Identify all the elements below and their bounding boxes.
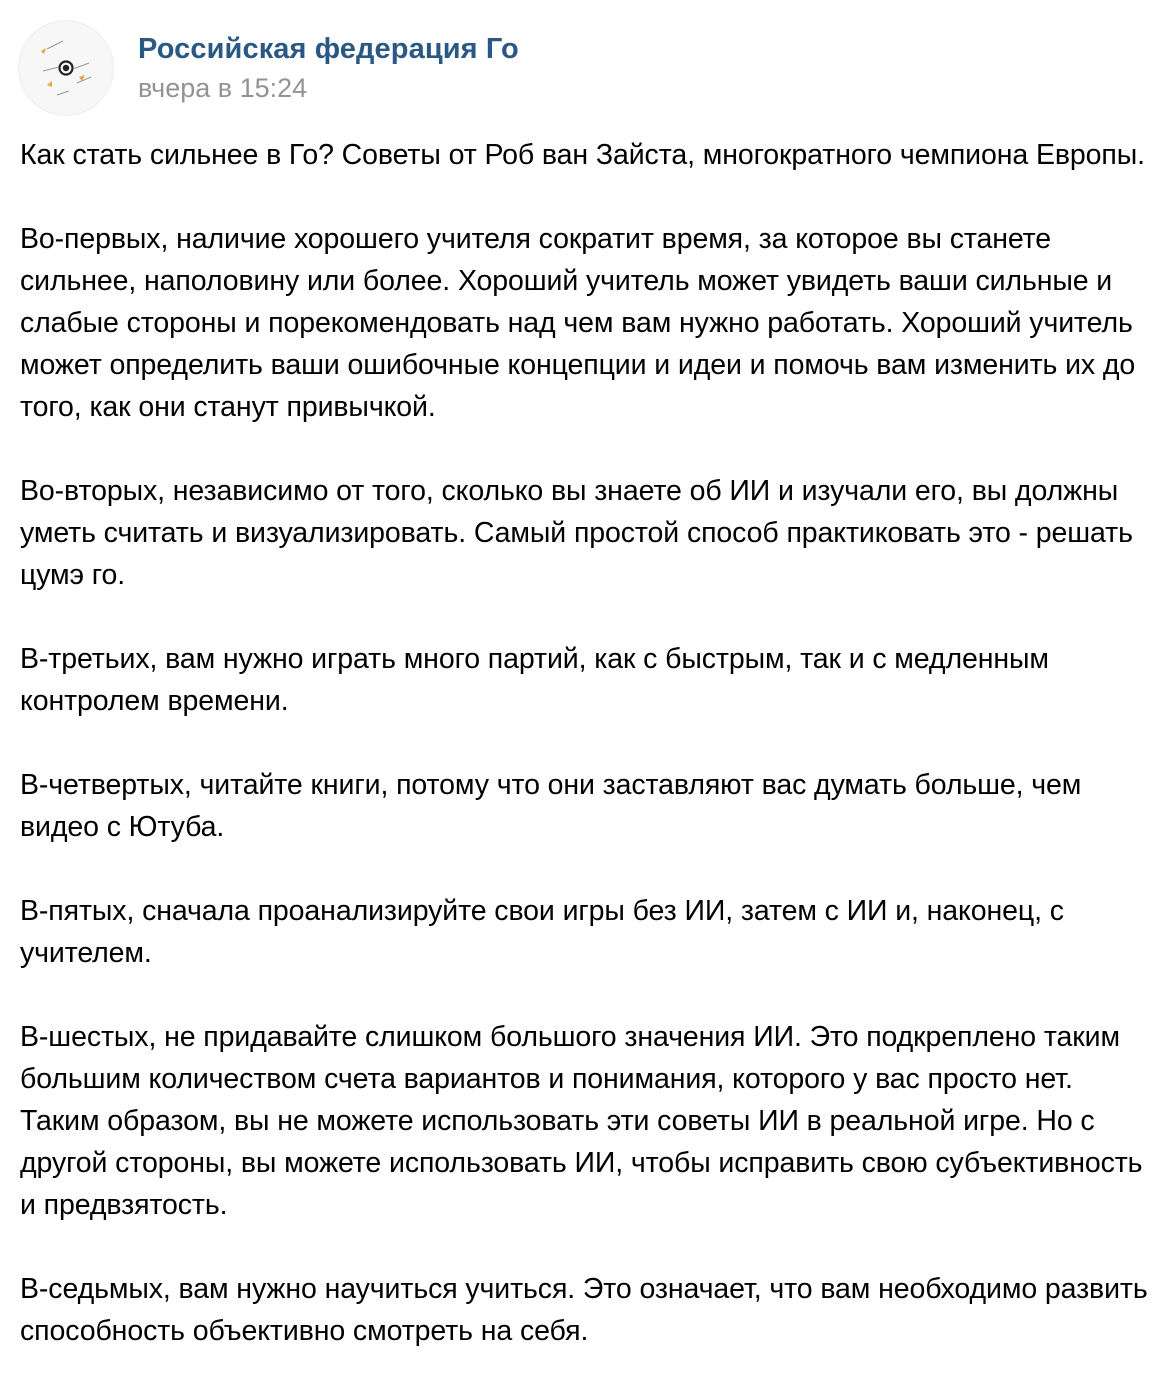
post-author-link[interactable]: Российская федерация Го [138, 33, 519, 65]
post-paragraph-seventh: В-седьмых, вам нужно научиться учиться. Это означает, что вам необходимо развить способность объективно смотреть на себя. [20, 1273, 1148, 1347]
post-paragraph-first: Во-первых, наличие хорошего учителя сократит время, за которое вы станете сильнее, наполовину или более. Хороший учитель может увидеть ваши сильные и слабые стороны и порекомендовать над чем вам нужно работать. Хороший учитель может определить ваши ошибочные концепции и идеи и помочь вам изменить их до того, как они станут привычкой. [20, 223, 1136, 423]
post-date-link[interactable]: вчера в 15:24 [138, 73, 308, 103]
post-paragraph-intro: Как стать сильнее в Го? Советы от Роб ван Зайста, многократного чемпиона Европы. [20, 139, 1145, 171]
post-paragraph-third: В-третьих, вам нужно играть много партий, как с быстрым, так и с медленным контролем времени. [20, 643, 1049, 717]
post-paragraph-fifth: В-пятых, сначала проанализируйте свои игры без ИИ, затем с ИИ и, наконец, с учителем. [20, 895, 1064, 969]
post-paragraph-fourth: В-четвертых, читайте книги, потому что они заставляют вас думать больше, чем видео с Ютуба. [20, 769, 1082, 843]
post-paragraph-second: Во-вторых, независимо от того, сколько вы знаете об ИИ и изучали его, вы должны уметь считать и визуализировать. Самый простой способ практиковать это - решать цумэ го. [20, 475, 1133, 591]
post-header-text [138, 31, 519, 105]
post-header [18, 18, 519, 118]
go-federation-logo-icon[interactable] [18, 20, 114, 116]
post-text [20, 134, 1150, 1394]
post-paragraph-sixth: В-шестых, не придавайте слишком большого значения ИИ. Это подкреплено таким большим количеством счета вариантов и понимания, которого у вас просто нет. Таким образом, вы не можете использовать эти советы ИИ в реальной игре. Но с другой стороны, вы можете использовать ИИ, чтобы исправить свою субъективность и предвзятость. [20, 1021, 1143, 1221]
